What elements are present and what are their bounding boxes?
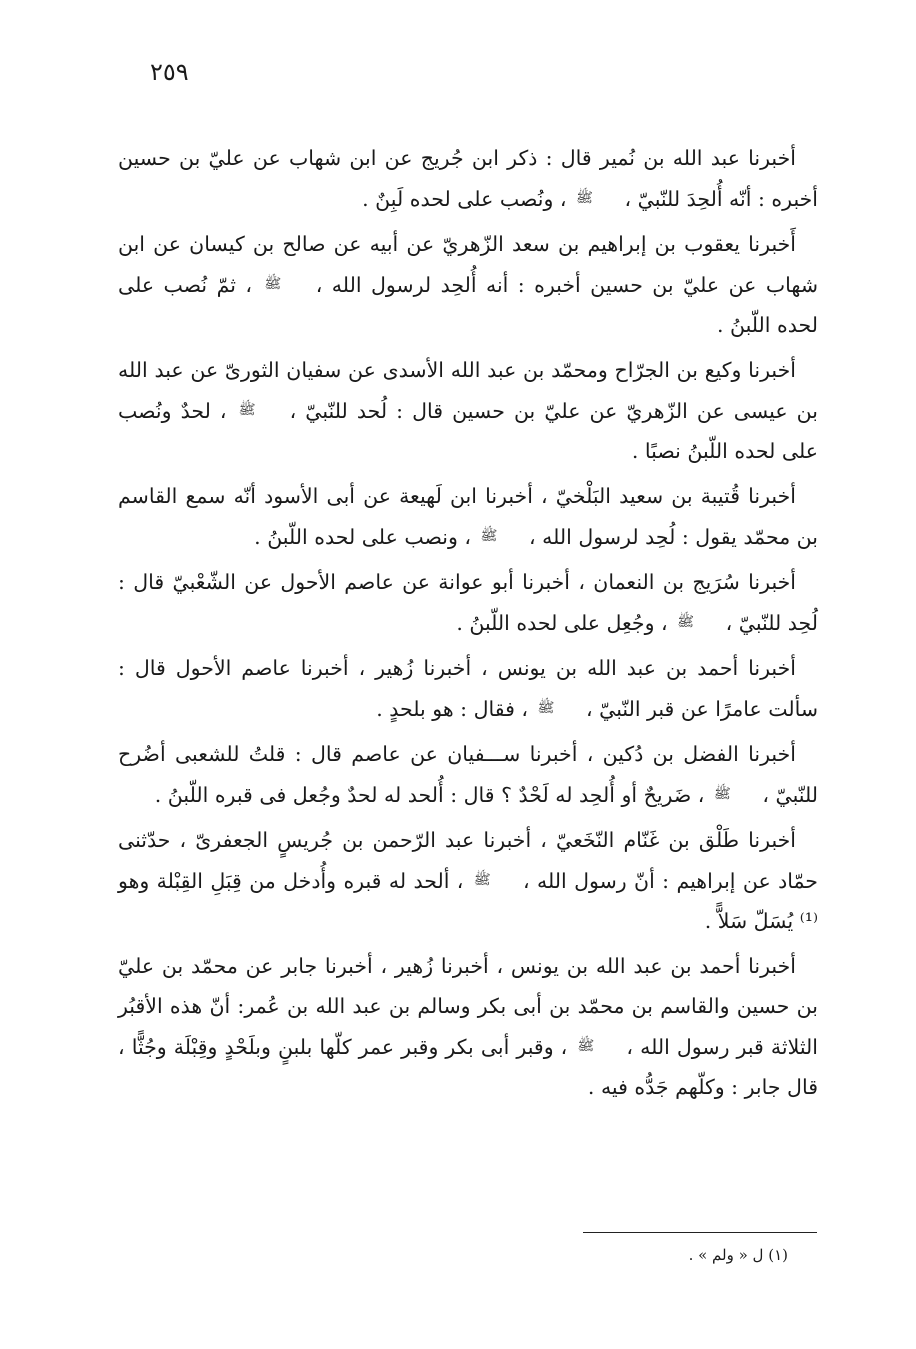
paragraph-text: ، وجُعِل على لحده اللّبنُ . bbox=[456, 611, 668, 635]
paragraph-text: ، ونصب على لحده اللّبنُ . bbox=[254, 525, 471, 549]
paragraph-text: أخبرنا أحمد بن عبد الله بن يونس ، أخبرنا زُهير ، أخبرنا عاصم الأحول قال : سألت عامرًا عن قبر النّبيّ ، bbox=[118, 656, 818, 721]
paragraph-text: أخبرنا سُرَيج بن النعمان ، أخبرنا أبو عوانة عن عاصم الأحول عن الشّعْبيّ قال : لُحِد للنّبيّ ، bbox=[118, 570, 818, 635]
paragraph-text: ، ألحد له قبره وأُدخل من قِبَلِ القِبْلة وهو ⁽¹⁾ يُسَلّ سَلاًّ . bbox=[118, 869, 818, 933]
paragraph bbox=[118, 648, 818, 729]
paragraph bbox=[118, 820, 818, 941]
paragraph bbox=[118, 946, 818, 1107]
paragraph bbox=[118, 350, 818, 471]
paragraph-text: أَخبرنا يعقوب بن إبراهيم بن سعد الزّهريّ عن أبيه عن صالح بن كيسان عن ابن شهاب عن عليّ بن حسين أخبره : أنه أُلحِد لرسول الله ، bbox=[118, 232, 819, 297]
page-number: ٢٥٩ bbox=[150, 58, 189, 86]
paragraph bbox=[118, 562, 818, 643]
footnote-divider bbox=[583, 1232, 817, 1233]
paragraph-text: ، ونُصب على لحده لَبِنٌ . bbox=[362, 187, 567, 211]
paragraph-text: أخبرنا طَلْق بن غَنّام النّخَعيّ ، أخبرنا عبد الرّحمن بن جُريسٍ الجعفرىّ ، حدّثنى حمّاد عن إبراهيم : أنّ رسول الله ، bbox=[118, 828, 818, 893]
paragraph-text: ، لحدٌ ونُصب على لحده اللّبنُ نصبًا . bbox=[118, 399, 818, 463]
salawat-ligature: ﷺ bbox=[537, 700, 555, 716]
paragraph-text: أخبرنا عبد الله بن نُمير قال : ذكر ابن جُريج عن ابن شهاب عن عليّ بن حسين أخبره : أنّه أُلحِدَ للنّبيّ ، bbox=[118, 146, 818, 211]
salawat-ligature: ﷺ bbox=[677, 614, 695, 630]
paragraph-text: أخبرنا وكيع بن الجرّاح ومحمّد بن عبد الله الأسدى عن سفيان الثورىّ عن عبد الله بن عيسى عن الزّهريّ عن عليّ بن حسين قال : لُحد للنّبيّ ، bbox=[118, 358, 818, 423]
paragraph bbox=[118, 224, 818, 345]
paragraph-text: ، ثمّ نُصب على لحده اللّبنُ . bbox=[118, 273, 818, 337]
salawat-ligature: ﷺ bbox=[264, 276, 282, 292]
salawat-ligature: ﷺ bbox=[480, 528, 498, 544]
main-text bbox=[118, 138, 818, 1112]
salawat-ligature: ﷺ bbox=[577, 1038, 595, 1054]
footnote: (١) ل « ولم » . bbox=[688, 1246, 788, 1264]
salawat-ligature: ﷺ bbox=[576, 190, 593, 206]
paragraph-text: أخبرنا أحمد بن عبد الله بن يونس ، أخبرنا زُهير ، أخبرنا جابر عن محمّد بن عليّ بن حسين والقاسم بن محمّد بن أبى بكر وسالم بن عبد الله بن عُمر: أنّ هذه الأقبُر الثلاثة قبر رسول الله ، bbox=[118, 954, 818, 1059]
paragraph-text: أخبرنا الفضل بن دُكين ، أخبرنا ســـفيان عن عاصم قال : قلتُ للشعبى أضُرح للنّبيّ ، bbox=[118, 742, 818, 807]
paragraph-text: ، وقبر أبى بكر وقبر عمر كلّها بلبنٍ وبلَحْدٍ وقِبْلَة وجُثًّا ، قال جابر : وكلّهم جَدُّه فيه . bbox=[118, 1035, 818, 1099]
paragraph-text: ، فقال : هو بلحدٍ . bbox=[376, 697, 529, 721]
salawat-ligature: ﷺ bbox=[713, 786, 731, 802]
paragraph bbox=[118, 734, 818, 815]
salawat-ligature: ﷺ bbox=[238, 402, 256, 418]
paragraph bbox=[118, 476, 818, 557]
paragraph-text: ، ضَريحٌ أو أُلحِد له لَحْدٌ ؟ قال : أُلحد له لحدٌ وجُعل فى قبره اللّبنُ . bbox=[154, 783, 705, 807]
salawat-ligature: ﷺ bbox=[473, 872, 491, 888]
paragraph-text: أخبرنا قُتيبة بن سعيد البَلْخيّ ، أخبرنا ابن لَهيعة عن أبى الأسود أنّه سمع القاسم بن محمّد يقول : لُحِد لرسول الله ، bbox=[118, 484, 818, 549]
paragraph bbox=[118, 138, 818, 219]
